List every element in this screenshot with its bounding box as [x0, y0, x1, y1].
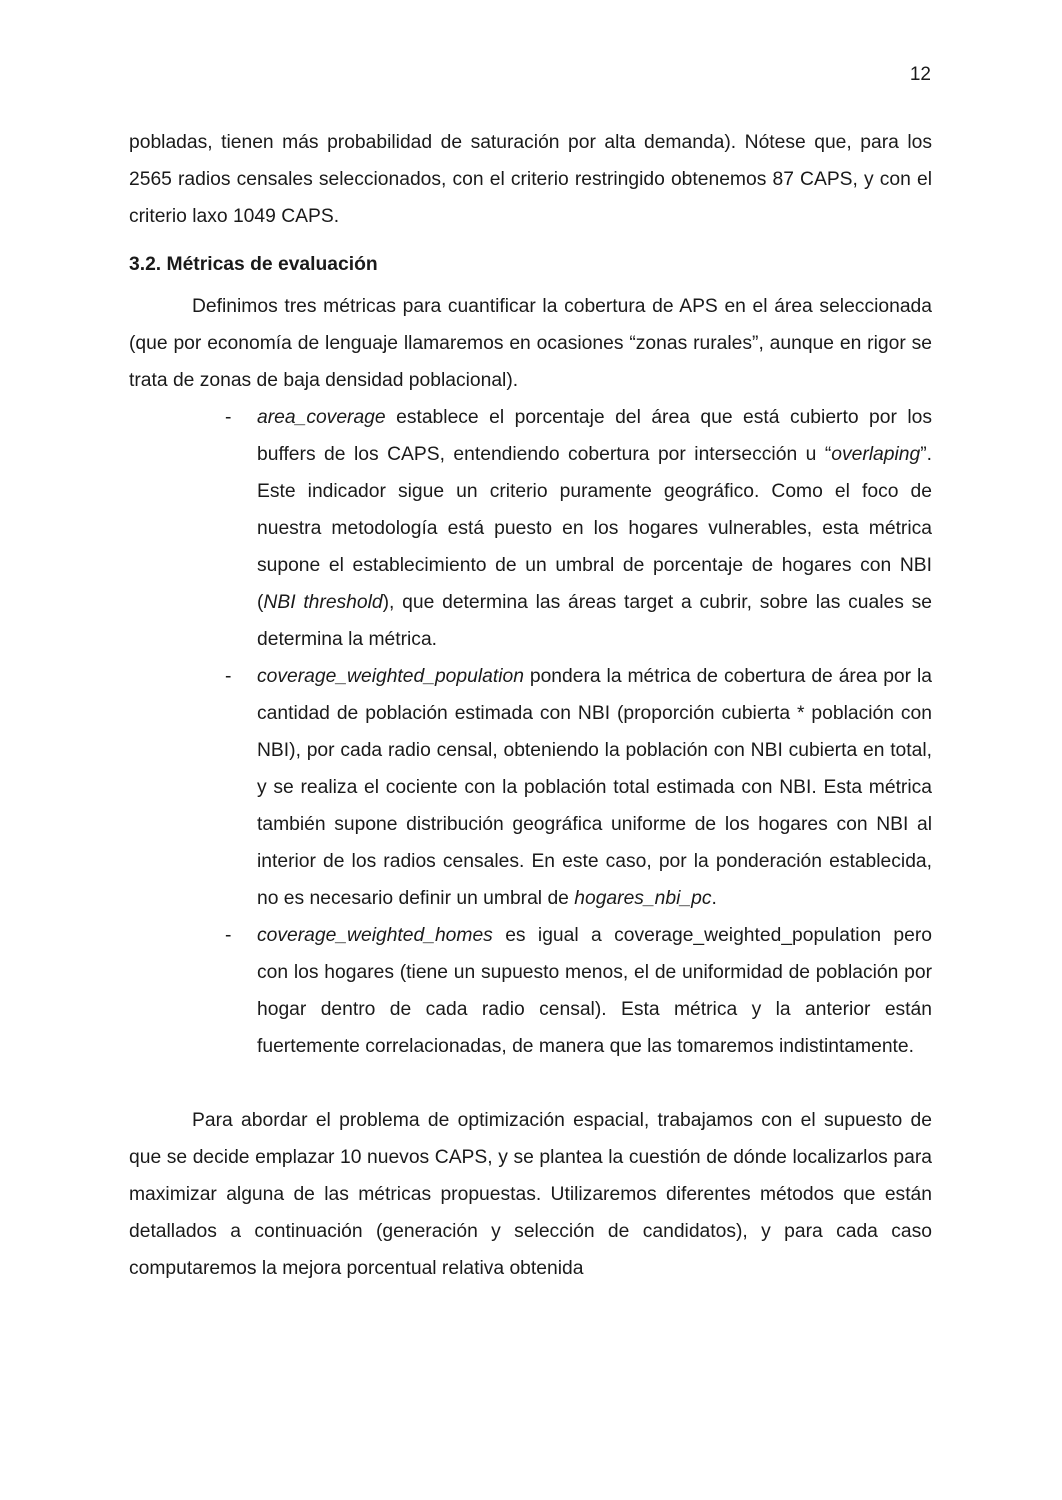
list-item	[225, 917, 932, 1065]
intro-paragraph: pobladas, tienen más probabilidad de saturación por alta demanda). Nótese que, para los 2565 radios censales seleccionados, con el criterio restringido obtenemos 87 CAPS, y con el criterio laxo 1049 CAPS.	[129, 132, 932, 227]
metric-text: ”. Este indicador sigue un criterio puramente geográfico. Como el foco de nuestra metodología está puesto en los hogares vulnerables, esta métrica supone el establecimiento de un umbral de porcentaje de hogares con NBI (	[257, 444, 932, 613]
document-body	[129, 124, 932, 1287]
section-paragraph: Definimos tres métricas para cuantificar la cobertura de APS en el área seleccionada (que por economía de lenguaje llamaremos en ocasiones “zonas rurales”, aunque en rigor se trata de zonas de baja densidad poblacional).	[129, 296, 932, 391]
metric-text: es igual a coverage_weighted_population pero con los hogares (tiene un supuesto menos, el de uniformidad de población por hogar dentro de cada radio censal). Esta métrica y la anterior están fuertemente correlacionadas, de manera que las tomaremos indistintamente.	[257, 925, 932, 1057]
list-item	[225, 399, 932, 658]
list-dash: -	[225, 925, 232, 946]
metric-text: pondera la métrica de cobertura de área por la cantidad de población estimada con NBI (proporción cubierta * población con NBI), por cada radio censal, obteniendo la población con NBI cubierta en total, y se realiza el cociente con la población total estimada con NBI. Esta métrica también supone distribución geográfica uniforme de los hogares con NBI al interior de los radios censales. En este caso, por la ponderación establecida, no es necesario definir un umbral de	[257, 666, 932, 909]
metric-emphasis: overlaping	[831, 444, 921, 465]
metric-text: ), que determina las áreas target a cubrir, sobre las cuales se determina la métrica.	[257, 592, 932, 650]
metric-emphasis: NBI threshold	[263, 592, 383, 613]
metric-emphasis: hogares_nbi_pc	[574, 888, 712, 909]
section-heading: 3.2. Métricas de evaluación	[129, 254, 378, 275]
page-number: 12	[909, 64, 931, 85]
metric-term: coverage_weighted_homes	[257, 925, 493, 946]
metric-text: establece el porcentaje del área que está cubierto por los buffers de los CAPS, entendiendo cobertura por intersección u “	[257, 407, 932, 465]
metric-term: coverage_weighted_population	[257, 666, 524, 687]
spacer	[129, 1065, 932, 1102]
closing-paragraph: Para abordar el problema de optimización espacial, trabajamos con el supuesto de que se decide emplazar 10 nuevos CAPS, y se plantea la cuestión de dónde localizarlos para maximizar alguna de las métricas propuestas. Utilizaremos diferentes métodos que están detallados a continuación (generación y selección de candidatos), y para cada caso computaremos la mejora porcentual relativa obtenida	[129, 1110, 932, 1279]
list-dash: -	[225, 407, 232, 428]
metrics-list	[129, 399, 932, 1065]
list-item	[225, 658, 932, 917]
metric-text: .	[711, 888, 717, 909]
list-dash: -	[225, 666, 232, 687]
metric-term: area_coverage	[257, 407, 386, 428]
